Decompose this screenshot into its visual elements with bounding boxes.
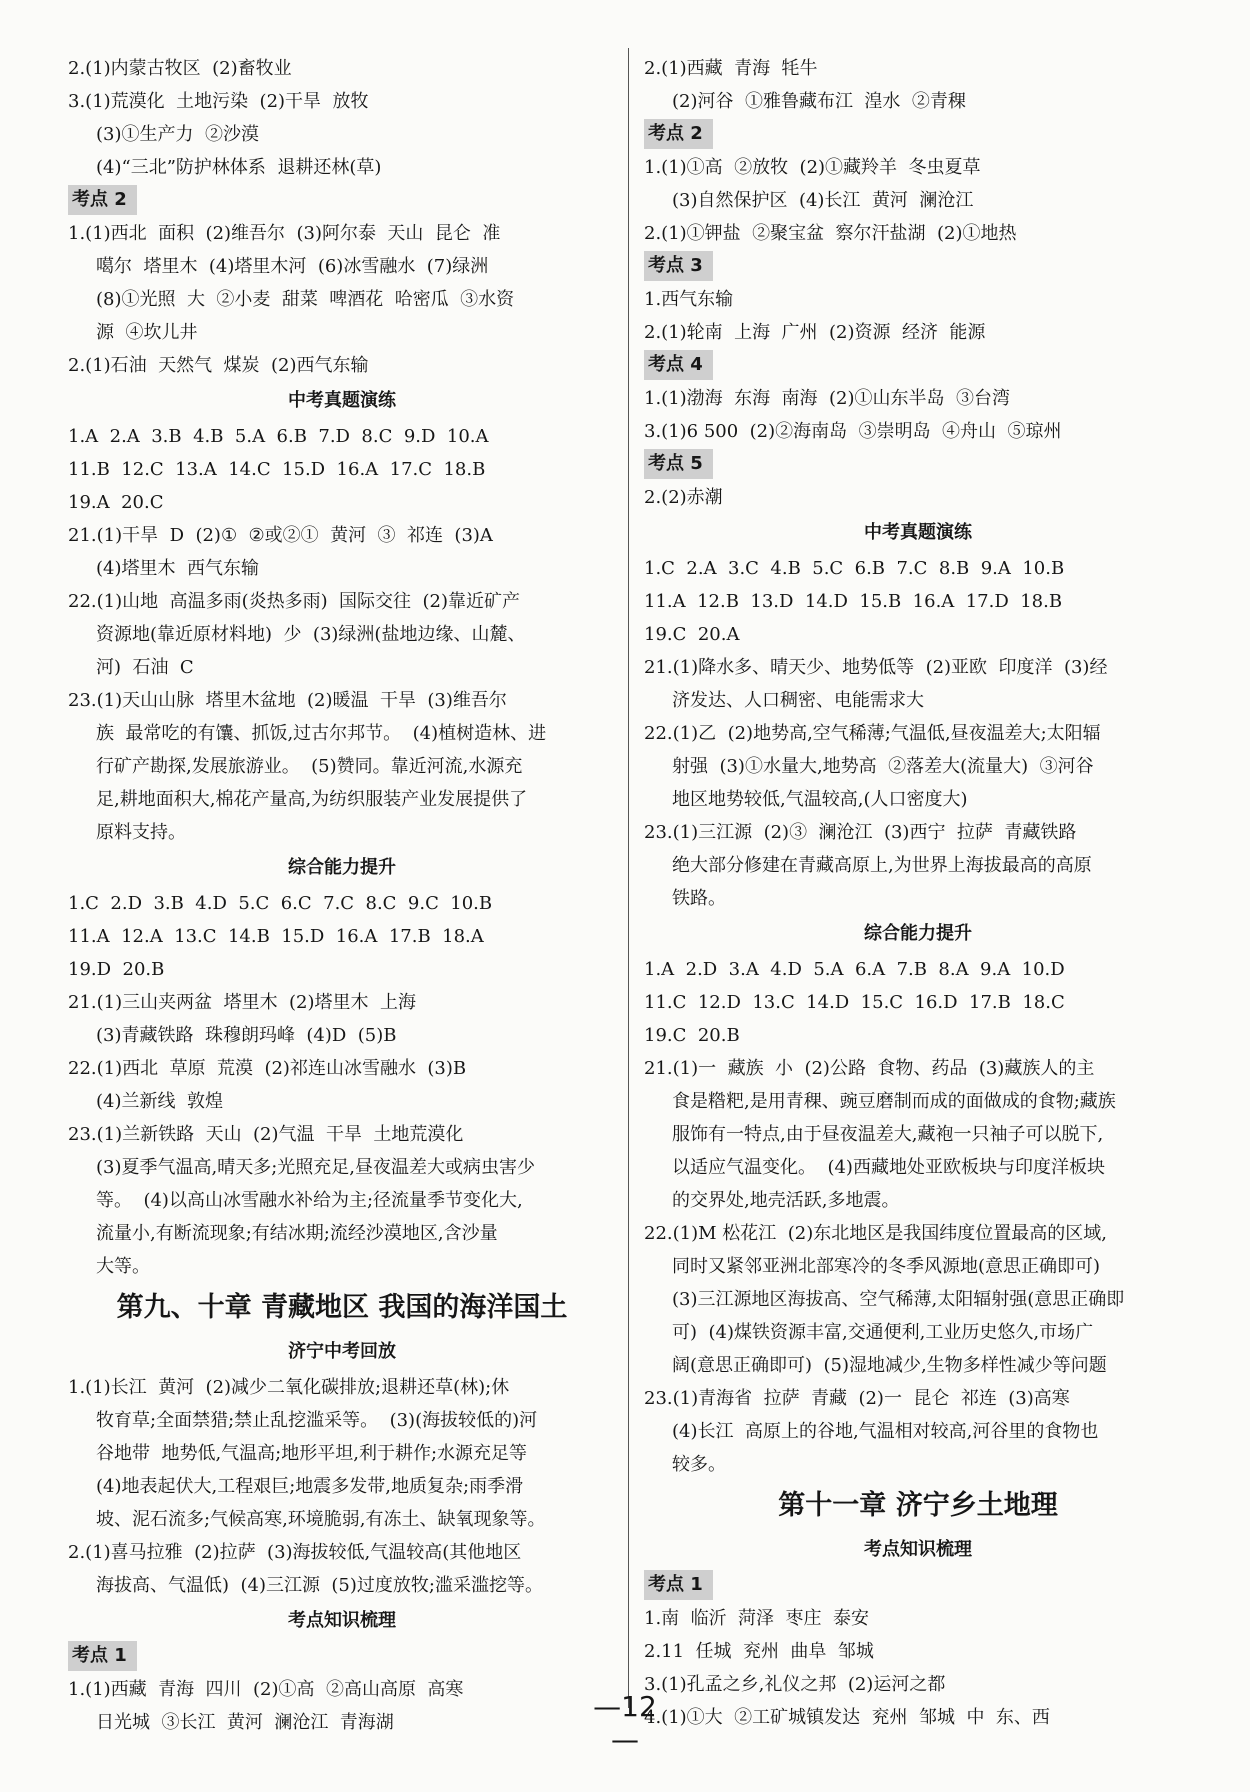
- answer-line: 1.(1)①高 ②放牧 (2)①藏羚羊 冬虫夏草: [644, 157, 981, 178]
- section-heading: 考点知识梳理: [288, 1610, 396, 1631]
- answer-line: 2.(1)轮南 上海 广州 (2)资源 经济 能源: [644, 322, 986, 343]
- answer-line: 21.(1)干旱 D (2)① ②或②① 黄河 ③ 祁连 (3)A: [68, 525, 493, 546]
- kaodian-label: [644, 1570, 1192, 1600]
- answer-line: 22.(1)西北 草原 荒漠 (2)祁连山冰雪融水 (3)B: [68, 1058, 467, 1079]
- answer-line: 2.(1)西藏 青海 牦牛: [644, 58, 818, 79]
- answer-line: 1.(1)渤海 东海 南海 (2)①山东半岛 ③台湾: [644, 388, 1010, 409]
- answer-line-continued: (2)河谷 ①雅鲁藏布江 湟水 ②青稞: [672, 91, 966, 112]
- kaodian-label: [644, 251, 1192, 281]
- answer-line-continued: (4)兰新线 敦煌: [96, 1091, 223, 1112]
- answer-line: 1.(1)西北 面积 (2)维吾尔 (3)阿尔泰 天山 昆仑 准: [68, 223, 501, 244]
- answer-line-continued: 谷地带 地势低,气温高;地形平坦,利于耕作;水源充足等: [96, 1443, 528, 1464]
- kaodian-label-text: 考点 4: [644, 350, 713, 380]
- left-column: [68, 52, 616, 1739]
- answer-line-continued: (4)塔里木 西气东输: [96, 558, 259, 579]
- answer-line: 1.西气东输: [644, 289, 734, 310]
- answer-line-continued: 海拔高、气温低) (4)三江源 (5)过度放牧;滥采滥挖等。: [96, 1575, 543, 1596]
- kaodian-label-text: 考点 5: [644, 449, 713, 479]
- answer-line: 1.A 2.D 3.A 4.D 5.A 6.A 7.B 8.A 9.A 10.D: [644, 959, 1065, 980]
- answer-line: 23.(1)青海省 拉萨 青藏 (2)一 昆仑 祁连 (3)高寒: [644, 1388, 1070, 1409]
- section-heading: 考点知识梳理: [864, 1539, 972, 1560]
- right-column: [644, 52, 1192, 1734]
- answer-line-continued: 噶尔 塔里木 (4)塔里木河 (6)冰雪融水 (7)绿洲: [96, 256, 489, 277]
- answer-line: 1.C 2.A 3.C 4.B 5.C 6.B 7.C 8.B 9.A 10.B: [644, 558, 1065, 579]
- answer-line: 1.A 2.A 3.B 4.B 5.A 6.B 7.D 8.C 9.D 10.A: [68, 426, 489, 447]
- answer-line-continued: 的交界处,地壳活跃,多地震。: [672, 1190, 900, 1211]
- section-heading: 综合能力提升: [864, 923, 972, 944]
- page-number: —12 —: [593, 1690, 657, 1756]
- answer-line: 19.C 20.A: [644, 624, 740, 645]
- kaodian-label: [644, 449, 1192, 479]
- answer-line-continued: 服饰有一特点,由于昼夜温差大,藏袍一只袖子可以脱下,: [672, 1124, 1104, 1145]
- answer-line: 2.(1)喜马拉雅 (2)拉萨 (3)海拔较低,气温较高(其他地区: [68, 1542, 522, 1563]
- answer-line: 22.(1)山地 高温多雨(炎热多雨) 国际交往 (2)靠近矿产: [68, 591, 520, 612]
- kaodian-label-text: 考点 1: [644, 1570, 713, 1600]
- answer-line: 11.A 12.A 13.C 14.B 15.D 16.A 17.B 18.A: [68, 926, 484, 947]
- answer-line-continued: 射强 (3)①水量大,地势高 ②落差大(流量大) ③河谷: [672, 756, 1094, 777]
- answer-line: 3.(1)孔孟之乡,礼仪之邦 (2)运河之都: [644, 1674, 946, 1695]
- answer-line: 22.(1)M 松花江 (2)东北地区是我国纬度位置最高的区域,: [644, 1223, 1107, 1244]
- answer-line-continued: 可) (4)煤铁资源丰富,交通便利,工业历史悠久,市场广: [672, 1322, 1094, 1343]
- answer-line-continued: 较多。: [672, 1454, 726, 1475]
- answer-line: 4.(1)①大 ②工矿城镇发达 兖州 邹城 中 东、西: [644, 1707, 1050, 1728]
- section-heading: 综合能力提升: [288, 857, 396, 878]
- answer-line: 19.D 20.B: [68, 959, 165, 980]
- answer-line: 19.A 20.C: [68, 492, 164, 513]
- section-heading: 中考真题演练: [288, 390, 396, 411]
- answer-line-continued: 行矿产勘探,发展旅游业。 (5)赞同。靠近河流,水源充: [96, 756, 523, 777]
- answer-line-continued: 以适应气温变化。 (4)西藏地处亚欧板块与印度洋板块: [672, 1157, 1105, 1178]
- answer-line: 22.(1)乙 (2)地势高,空气稀薄;气温低,昼夜温差大;太阳辐: [644, 723, 1101, 744]
- answer-line: 2.(1)内蒙古牧区 (2)畜牧业: [68, 58, 292, 79]
- answer-line: 1.C 2.D 3.B 4.D 5.C 6.C 7.C 8.C 9.C 10.B: [68, 893, 493, 914]
- kaodian-label-text: 考点 2: [644, 119, 713, 149]
- answer-line-continued: (4)“三北”防护林体系 退耕还林(草): [96, 157, 382, 178]
- answer-line-continued: 同时又紧邻亚洲北部寒冷的冬季风源地(意思正确即可): [672, 1256, 1101, 1277]
- answer-line: 2.(1)石油 天然气 煤炭 (2)西气东输: [68, 355, 369, 376]
- answer-line: 1.(1)长江 黄河 (2)减少二氧化碳排放;退耕还草(林);休: [68, 1377, 510, 1398]
- kaodian-label-text: 考点 2: [68, 185, 137, 215]
- answer-line: 21.(1)降水多、晴天少、地势低等 (2)亚欧 印度洋 (3)经: [644, 657, 1108, 678]
- answer-line-continued: 铁路。: [672, 888, 726, 909]
- answer-line: 23.(1)三江源 (2)③ 澜沧江 (3)西宁 拉萨 青藏铁路: [644, 822, 1077, 843]
- answer-line-continued: (3)三江源地区海拔高、空气稀薄,太阳辐射强(意思正确即: [672, 1289, 1125, 1310]
- section-heading: 中考真题演练: [864, 522, 972, 543]
- answer-line: 19.C 20.B: [644, 1025, 740, 1046]
- answer-line: 11.B 12.C 13.A 14.C 15.D 16.A 17.C 18.B: [68, 459, 486, 480]
- answer-line-continued: 原料支持。: [96, 822, 186, 843]
- chapter-title: 第九、十章 青藏地区 我国的海洋国土: [116, 1292, 568, 1323]
- answer-line: 2.11 任城 兖州 曲阜 邹城: [644, 1641, 874, 1662]
- answer-line: 3.(1)6 500 (2)②海南岛 ③崇明岛 ④舟山 ⑤琼州: [644, 421, 1062, 442]
- kaodian-label: [68, 185, 616, 215]
- answer-line-continued: (3)自然保护区 (4)长江 黄河 澜沧江: [672, 190, 974, 211]
- kaodian-label: [68, 1641, 616, 1671]
- answer-line: 23.(1)天山山脉 塔里木盆地 (2)暖温 干旱 (3)维吾尔: [68, 690, 507, 711]
- answer-line: 1.南 临沂 菏泽 枣庄 泰安: [644, 1608, 869, 1629]
- answer-line-continued: 源 ④坎儿井: [96, 322, 198, 343]
- answer-line-continued: 绝大部分修建在青藏高原上,为世界上海拔最高的高原: [672, 855, 1092, 876]
- kaodian-label: [644, 350, 1192, 380]
- answer-line: 3.(1)荒漠化 土地污染 (2)干旱 放牧: [68, 91, 369, 112]
- kaodian-label-text: 考点 1: [68, 1641, 137, 1671]
- answer-line: 2.(2)赤潮: [644, 487, 723, 508]
- answer-line-continued: (3)青藏铁路 珠穆朗玛峰 (4)D (5)B: [96, 1025, 397, 1046]
- section-heading: 济宁中考回放: [288, 1341, 396, 1362]
- answer-line-continued: 足,耕地面积大,棉花产量高,为纺织服装产业发展提供了: [96, 789, 528, 810]
- kaodian-label-text: 考点 3: [644, 251, 713, 281]
- answer-line: 21.(1)一 藏族 小 (2)公路 食物、药品 (3)藏族人的主: [644, 1058, 1095, 1079]
- answer-line-continued: 坡、泥石流多;气候高寒,环境脆弱,有冻土、缺氧现象等。: [96, 1509, 546, 1530]
- answer-line-continued: (3)夏季气温高,晴天多;光照充足,昼夜温差大或病虫害少: [96, 1157, 536, 1178]
- answer-line-continued: 日光城 ③长江 黄河 澜沧江 青海湖: [96, 1712, 394, 1733]
- answer-line: 2.(1)①钾盐 ②聚宝盆 察尔汗盐湖 (2)①地热: [644, 223, 1017, 244]
- column-divider: [628, 48, 629, 1708]
- answer-line-continued: 流量小,有断流现象;有结冰期;流经沙漠地区,含沙量: [96, 1223, 498, 1244]
- answer-line-continued: 地区地势较低,气温较高,(人口密度大): [672, 789, 968, 810]
- kaodian-label: [644, 119, 1192, 149]
- answer-line-continued: 牧育草;全面禁猎;禁止乱挖滥采等。 (3)(海拔较低的)河: [96, 1410, 538, 1431]
- answer-line: 11.C 12.D 13.C 14.D 15.C 16.D 17.B 18.C: [644, 992, 1065, 1013]
- answer-line: 1.(1)西藏 青海 四川 (2)①高 ②高山高原 高寒: [68, 1679, 464, 1700]
- answer-line: 21.(1)三山夹两盆 塔里木 (2)塔里木 上海: [68, 992, 416, 1013]
- answer-line-continued: 资源地(靠近原材料地) 少 (3)绿洲(盐地边缘、山麓、: [96, 624, 526, 645]
- answer-line-continued: 食是糌粑,是用青稞、豌豆磨制而成的面做成的食物;藏族: [672, 1091, 1116, 1112]
- answer-line-continued: 大等。: [96, 1256, 150, 1277]
- answer-line-continued: 阔(意思正确即可) (5)湿地减少,生物多样性减少等问题: [672, 1355, 1107, 1376]
- answer-line: 23.(1)兰新铁路 天山 (2)气温 干旱 土地荒漠化: [68, 1124, 464, 1145]
- answer-line-continued: (8)①光照 大 ②小麦 甜菜 啤酒花 哈密瓜 ③水资: [96, 289, 515, 310]
- answer-line-continued: (3)①生产力 ②沙漠: [96, 124, 259, 145]
- chapter-title: 第十一章 济宁乡土地理: [778, 1490, 1058, 1521]
- answer-line: 11.A 12.B 13.D 14.D 15.B 16.A 17.D 18.B: [644, 591, 1063, 612]
- answer-line-continued: 等。 (4)以高山冰雪融水补给为主;径流量季节变化大,: [96, 1190, 523, 1211]
- answer-line-continued: 河) 石油 C: [96, 657, 194, 678]
- answer-line-continued: (4)长江 高原上的谷地,气温相对较高,河谷里的食物也: [672, 1421, 1099, 1442]
- answer-line-continued: (4)地表起伏大,工程艰巨;地震多发带,地质复杂;雨季滑: [96, 1476, 524, 1497]
- answer-line-continued: 济发达、人口稠密、电能需求大: [672, 690, 924, 711]
- answer-line-continued: 族 最常吃的有馕、抓饭,过古尔邦节。 (4)植树造林、进: [96, 723, 547, 744]
